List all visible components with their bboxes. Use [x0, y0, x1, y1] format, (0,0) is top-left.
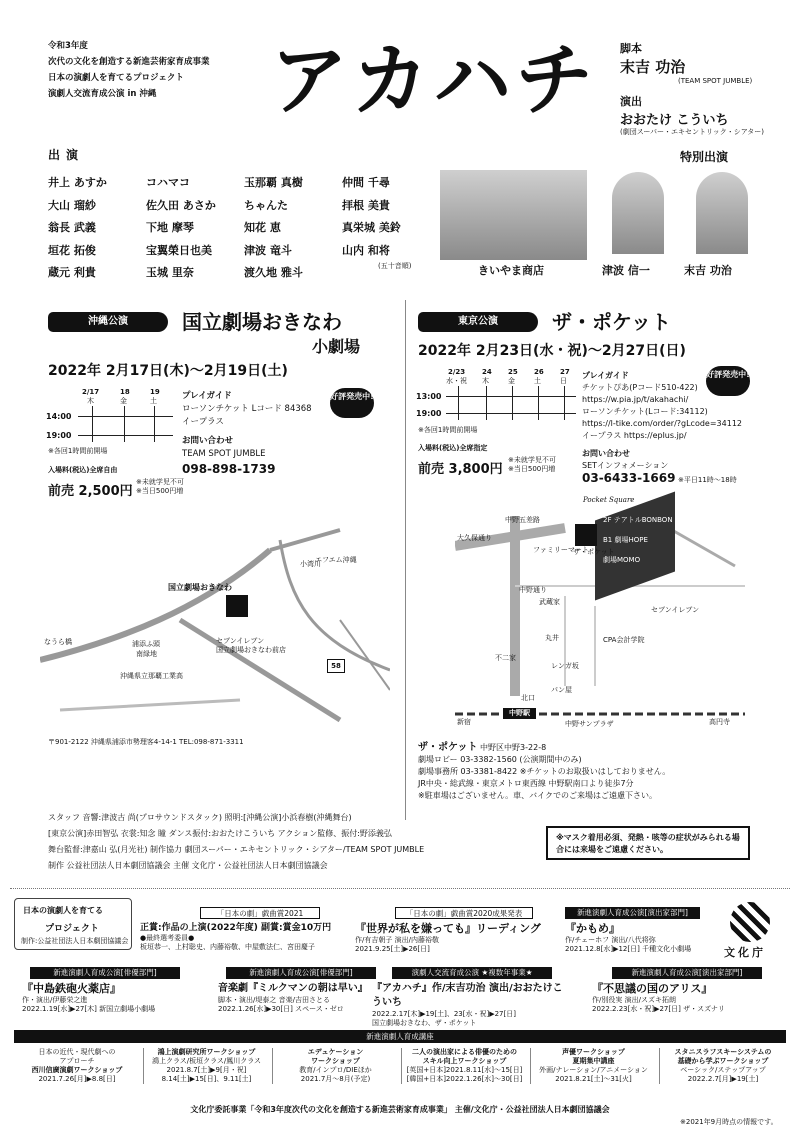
program-line: 『かもめ』 [565, 922, 620, 935]
header-text [48, 38, 210, 102]
footer-text: 文化庁委託事業「令和3年度次代の文化を創造する新進芸術家育成事業」 主催/文化庁・公益社団法人日本劇団協議会 [190, 1105, 610, 1114]
okinawa-price-notes [136, 478, 184, 496]
price-note: ※当日500円増 [136, 487, 184, 495]
tokyo-price: 前売 3,800円 [418, 462, 503, 477]
okinawa-map [40, 520, 390, 730]
course-line: 2021.8.21[土]～31[火] [555, 1075, 632, 1083]
program-item [140, 922, 350, 952]
program-head [392, 967, 552, 979]
okinawa-guide [182, 390, 312, 477]
program-line: 2022.2.17[木]▶19[土]、23[水・祝]▶27[日] [372, 1010, 516, 1018]
program-line: 国立劇場おきなわ、ザ・ポケット [372, 1019, 477, 1027]
map-label: 大久保通り [457, 534, 492, 542]
cast-member: 蔵元 利貴 [48, 266, 96, 279]
schedule-weekday: 木 [482, 377, 489, 385]
credits [620, 40, 764, 137]
tokyo-tag: 東京公演 [418, 312, 538, 332]
map-label: 国立劇場おきなわ [168, 583, 232, 592]
script-name: 末吉 功治 [620, 58, 686, 76]
header-line: 演劇人交流育成公演 in 沖縄 [48, 89, 157, 99]
project-org: 制作:公益社団法人日本劇団協議会 [21, 937, 129, 945]
program-line: 板垣恭一、上村聡史、内藤裕敬、中屋敷法仁、宮田慶子 [140, 943, 315, 951]
cast-member: 宝翼榮日也美 [146, 243, 212, 257]
cast-member: 拝根 美貴 [342, 198, 390, 212]
course-item [272, 1048, 398, 1084]
map-label: 2F テアトルBONBON [603, 516, 673, 524]
course-line: スタニスラフスキーシステムの [674, 1048, 772, 1056]
course-line: 外画/ナレーション/アニメーション [539, 1066, 648, 1074]
program-head: 新進演劇人育成公演[俳優部門] [30, 967, 180, 979]
course-item [401, 1048, 527, 1084]
cast-member: 知花 恵 [244, 221, 281, 234]
okinawa-tag: 沖縄公演 [48, 312, 168, 332]
cast-column [244, 172, 303, 285]
okinawa-open-note: ※各回1時間前開場 [48, 447, 108, 455]
tokyo-badge: 好評発売中! [706, 366, 750, 396]
theater-marker [226, 595, 248, 617]
course-line: 2021.7.26[月]▶8.8[日] [38, 1075, 116, 1083]
program-line: 2022.1.26[水]▶30[日] スペース・ゼロ [218, 1005, 344, 1013]
course-line: 日本の近代・現代劇への [38, 1048, 116, 1056]
program-line: 2021.12.8[水]▶12[日] 千種文化小劇場 [565, 945, 692, 953]
map-label: 中野五差路 [505, 516, 540, 524]
okinawa-venue-sub: 小劇場 [312, 337, 361, 356]
contact-tel: 03-6433-1669 [582, 471, 676, 485]
schedule-date: 27 [560, 368, 570, 376]
tokyo-open-note: ※各回1時間前開場 [418, 426, 478, 434]
project-logo-sub: プロジェクト [45, 924, 99, 934]
map-label: 中野サンプラザ [565, 720, 614, 728]
okinawa-period: 2022年 2月17日(木)～2月19日(土) [48, 363, 288, 379]
special-label: 特別出演 [680, 150, 729, 164]
staff-line: 制作 公益社団法人日本劇団協議会 主催 文化庁・公益社団法人日本劇団協議会 [48, 861, 328, 870]
cast-member: 玉那覇 真樹 [244, 176, 303, 189]
map-label: ザ・ポケット [573, 548, 615, 556]
staff-credits [48, 810, 424, 874]
map-label: 南緑地 [136, 650, 157, 658]
okinawa-ticket-label: 入場料(税込)全席自由 [48, 466, 118, 474]
map-label: エフエム沖縄 [315, 556, 357, 564]
schedule-date: 19 [150, 388, 160, 396]
guide-line: イープラス https://eplus.jp/ [582, 431, 687, 440]
director-label: 演出 [620, 95, 642, 108]
cast-member: コハマコ [146, 176, 190, 189]
schedule-date: 2/17 [82, 388, 100, 396]
cast-member: 玉城 里奈 [146, 266, 194, 279]
guide-line: ローソンチケット Lコード 84368 [182, 404, 312, 414]
cast-member: 仲間 千尋 [342, 176, 390, 189]
program-line: 『不思議の国のアリス』 [592, 982, 713, 995]
program-head: 「日本の劇」戯曲賞2020成果発表 [395, 907, 533, 919]
program-item [355, 922, 555, 954]
map-label: Pocket Square [583, 496, 635, 504]
guide-line: https://l-tike.com/order/?gLcode=34112 [582, 419, 742, 428]
course-item [143, 1048, 269, 1084]
footer-note: ※2021年9月時点の情報です。 [680, 1118, 778, 1126]
program-line: 2021.9.25[土]▶26[日] [355, 945, 430, 953]
route-58-badge: 58 [327, 659, 345, 673]
map-label: 新宿 [457, 718, 471, 726]
course-line: ワークショップ [311, 1057, 360, 1065]
cast-column [48, 172, 107, 285]
agency-name: 文化庁 [724, 946, 766, 959]
program-line: 脚本・演出/堤泰之 音楽/吉田さとる [218, 996, 330, 1004]
staff-line: スタッフ 音響:津波古 尚(プロサウンドスタック) 照明:[沖縄公演]小浜春樹(沖縄舞台) [48, 813, 352, 822]
contact-label: お問い合わせ [182, 436, 234, 446]
tokyo-venue-info [418, 742, 670, 802]
program-line: 2022.2.23[水・祝]▶27[日] ザ・スズナリ [592, 1005, 725, 1013]
group-photo [440, 170, 587, 260]
cast-column [342, 172, 401, 262]
schedule-date: 18 [120, 388, 130, 396]
course-line: 鴻上演劇研究所ワークショップ [157, 1048, 256, 1056]
map-label: セブンイレブン [216, 637, 265, 645]
course-line: 西川信廣演劇ワークショップ [31, 1066, 123, 1074]
program-head: 新進演劇人育成公演[演出家部門] [565, 907, 700, 919]
map-label: 劇場MOMO [603, 556, 641, 564]
price-note: ※当日500円増 [508, 465, 556, 473]
course-line: アプローチ [59, 1057, 95, 1065]
map-label: 丸井 [545, 634, 559, 642]
special-photo-1 [612, 172, 664, 254]
schedule-time: 19:00 [46, 431, 72, 440]
contact-org: SETインフォメーション [582, 461, 669, 470]
course-line: 基礎から学ぶワークショップ [677, 1057, 769, 1065]
cast-member: 山内 和将 [342, 243, 390, 257]
course-line: ベーシック/ステップアップ [680, 1066, 766, 1074]
cast-member: 井上 あすか [48, 176, 107, 189]
venue-info-line: 劇場事務所 03-3381-8422 ※チケットのお取扱いはしておりません。 [418, 767, 671, 776]
course-line: [英国+日本]2021.8.11[水]～15[日] [406, 1066, 523, 1074]
tokyo-period: 2022年 2月23日(水・祝)～2月27日(日) [418, 343, 686, 359]
course-line: [韓国+日本]2022.1.26[水]～30[日] [406, 1075, 523, 1083]
course-item [659, 1048, 786, 1084]
program-line: 『世界が私を嫌っても』リーディング [355, 922, 541, 935]
schedule-weekday: 土 [150, 397, 157, 405]
header-line: 日本の演劇人を育てるプロジェクト [48, 73, 184, 83]
course-item [14, 1048, 140, 1084]
venue-name: ザ・ポケット [418, 742, 478, 753]
map-label: セブンイレブン [651, 606, 700, 614]
venue-info-line: 劇場ロビー 03-3382-1560 (公演期間中のみ) [418, 755, 582, 764]
map-label: 沖縄県立那覇工業高 [120, 672, 183, 680]
tokyo-map [455, 486, 745, 736]
tokyo-price-notes [508, 456, 556, 474]
cast-member: 津波 竜斗 [244, 243, 292, 257]
cast-label: 出演 [48, 148, 85, 162]
venue-info-line: ※駐車場はございません。車、バイクでのご来場はご遠慮下さい。 [418, 791, 658, 800]
map-label: 小湾川 [300, 560, 321, 568]
guide-line: ローソンチケット(Lコード:34112) [582, 407, 708, 416]
guide-line: チケットぴあ(Pコード510-422) [582, 383, 698, 392]
tokyo-ticket-label: 入場料(税込)全席指定 [418, 444, 488, 452]
schedule-weekday: 土 [534, 377, 541, 385]
okinawa-schedule [40, 384, 180, 444]
special-photo-2 [696, 172, 748, 254]
program-line: 音楽劇『ミルクマンの朝は早い』 [218, 983, 368, 994]
map-label: CPA会計学院 [603, 636, 645, 644]
map-label: 高円寺 [709, 718, 730, 726]
header-line: 令和3年度 [48, 41, 88, 51]
courses-head: 新進演劇人育成講座 [14, 1030, 786, 1043]
staff-line: [東京公演]赤田智弘 衣裳:知念 瞳 ダンス振付:おおたけこういち アクション監修、振付:野添義弘 [48, 829, 392, 838]
okinawa-venue: 国立劇場おきなわ [182, 310, 342, 334]
contact-tel: 098-898-1739 [182, 462, 276, 476]
staff-line: 舞台監督:津嘉山 弘(月光社) 制作協力 劇団スーパー・エキセントリック・シアター/TEAM SPOT JUMBLE [48, 845, 425, 854]
pocket-marker [575, 524, 597, 546]
director-affiliation: (劇団スーパー・エキセントリック・シアター) [620, 128, 764, 136]
program-head: 「日本の劇」戯曲賞2021 [200, 907, 320, 919]
program-line: 作/有吉朝子 演出/内藤裕敬 [355, 936, 439, 944]
course-line: スキル向上ワークショップ [422, 1057, 507, 1065]
program-item [565, 922, 715, 954]
schedule-weekday: 木 [87, 397, 94, 405]
okinawa-badge: 好評発売中! [330, 388, 374, 418]
director-name: おおたけ こういち [620, 113, 729, 128]
course-line: 夏期集中講座 [572, 1057, 615, 1065]
okinawa-price: 前売 2,500円 [48, 484, 133, 499]
schedule-date: 25 [508, 368, 518, 376]
program-line: 作/別役実 演出/スズキ拓朗 [592, 996, 676, 1004]
map-label: ファミリーマート [533, 546, 589, 554]
program-head-note: ★複数年事業★ [481, 968, 533, 977]
course-line: 鴻上クラス/板垣クラス/鳳川クラス [151, 1057, 262, 1065]
program-item [218, 982, 398, 1014]
course-line: 2022.2.7[月]▶19[土] [687, 1075, 759, 1083]
course-line: 8.14[土]▶15[日]、9.11[土] [161, 1075, 252, 1083]
group-name: きいやま商店 [478, 264, 544, 277]
map-label: 国立劇場おきなわ前店 [216, 646, 286, 654]
schedule-weekday: 金 [508, 377, 515, 385]
project-logo-text: 日本の演劇人を育てる [23, 906, 103, 915]
schedule-weekday: 金 [120, 397, 127, 405]
map-label: レンガ坂 [551, 662, 579, 670]
guide-line: https://w.pia.jp/t/akahachi/ [582, 395, 689, 404]
program-line: 作/チェーホフ 演出/八代将弥 [565, 936, 656, 944]
schedule-date: 24 [482, 368, 492, 376]
schedule-time: 19:00 [416, 409, 442, 418]
program-head-text: 演劇人交流育成公演 [411, 968, 480, 977]
course-line: 声優ワークショップ [562, 1048, 625, 1056]
map-label: パン屋 [551, 686, 572, 694]
program-head: 新進演劇人育成公演[演出家部門] [612, 967, 762, 979]
cast-member: 真栄城 美鈴 [342, 221, 401, 234]
map-label: 浦添ふ頭 [132, 640, 160, 648]
guide-label: プレイガイド [582, 371, 629, 380]
cast-member: ちゃんた [244, 198, 288, 212]
course-line: 2021.8.7[土]▶9[月・祝] [166, 1066, 247, 1074]
price-note: ※未就学児不可 [136, 478, 184, 486]
cast-member: 垣花 拓俊 [48, 243, 96, 257]
schedule-date: 26 [534, 368, 544, 376]
schedule-weekday: 水・祝 [446, 377, 467, 385]
venue-address: 中野区中野3-22-8 [480, 743, 547, 752]
schedule-date: 2/23 [448, 368, 466, 376]
contact-org: TEAM SPOT JUMBLE [182, 449, 266, 459]
play-title: アカハチ [270, 35, 598, 126]
script-label: 脚本 [620, 42, 642, 55]
tokyo-venue: ザ・ポケット [552, 310, 671, 334]
cast-column [146, 172, 216, 285]
map-label: 武蔵家 [539, 598, 560, 606]
mask-notice: ※マスク着用必須、発熱・咳等の症状がみられる場合には来場をご遠慮ください。 [546, 826, 750, 860]
schedule-weekday: 日 [560, 377, 567, 385]
program-line: 作・演出/伊藤栄之進 [22, 996, 88, 1004]
special-name: 末吉 功治 [684, 264, 732, 277]
courses-row [14, 1048, 786, 1100]
course-line: 教育/インプロ/DIEほか [299, 1066, 372, 1074]
project-logo [14, 898, 132, 950]
tokyo-schedule [410, 364, 580, 424]
cast-member: 翁長 武義 [48, 221, 96, 234]
guide-line: イープラス [182, 417, 224, 427]
price-note: ※未就学児不可 [508, 456, 556, 464]
okinawa-address: 〒901-2122 沖縄県浦添市勢理客4-14-1 TEL:098-871-3311 [48, 738, 244, 746]
program-item [372, 982, 572, 1028]
map-label: 中野通り [519, 586, 547, 594]
course-line: エデュケーション [307, 1048, 364, 1056]
contact-hours: ※平日11時～18時 [678, 476, 737, 484]
agency-logo-icon [730, 902, 770, 942]
map-label: B1 劇場HOPE [603, 536, 648, 544]
program-item [592, 982, 792, 1014]
venue-info-line: JR中央・総武線・東京メトロ東西線 中野駅南口より徒歩7分 [418, 779, 634, 788]
map-label: 中野駅 [503, 708, 536, 719]
program-item [22, 982, 212, 1014]
cast-member: 下地 摩琴 [146, 221, 194, 234]
program-head: 新進演劇人育成公演[俳優部門] [226, 967, 376, 979]
schedule-time: 13:00 [416, 392, 442, 401]
guide-label: プレイガイド [182, 391, 232, 401]
special-name: 津波 信一 [602, 264, 650, 277]
contact-label: お問い合わせ [582, 449, 630, 458]
script-affiliation: (TEAM SPOT JUMBLE) [678, 77, 753, 85]
header-line: 次代の文化を創造する新進芸術家育成事業 [48, 57, 210, 67]
okinawa-roads [40, 520, 390, 730]
map-label: 北口 [521, 694, 535, 702]
course-line: 二人の演出家による俳優のための [412, 1048, 517, 1056]
program-line: ●最終選考委員● [140, 934, 195, 942]
cast-member: 渡久地 雅斗 [244, 266, 303, 279]
program-line: 『アカハチ』作/末吉功治 演出/おおたけこういち [372, 983, 563, 1008]
map-label: 不二家 [495, 654, 516, 662]
program-line: 『中島鉄砲火薬店』 [22, 982, 121, 995]
program-line: 正賞:作品の上演(2022年度) 副賞:賞金10万円 [140, 923, 332, 933]
schedule-time: 14:00 [46, 412, 72, 421]
cast-member: 佐久田 あさか [146, 198, 216, 212]
course-item [530, 1048, 656, 1084]
map-label: なうら橋 [44, 638, 72, 646]
cast-member: 大山 瑠紗 [48, 198, 96, 212]
program-line: 2022.1.19[水]▶27[木] 新国立劇場小劇場 [22, 1005, 156, 1013]
course-line: 2021.7月～8月(予定) [300, 1075, 371, 1083]
cast-order-note: (五十音順) [378, 262, 412, 270]
